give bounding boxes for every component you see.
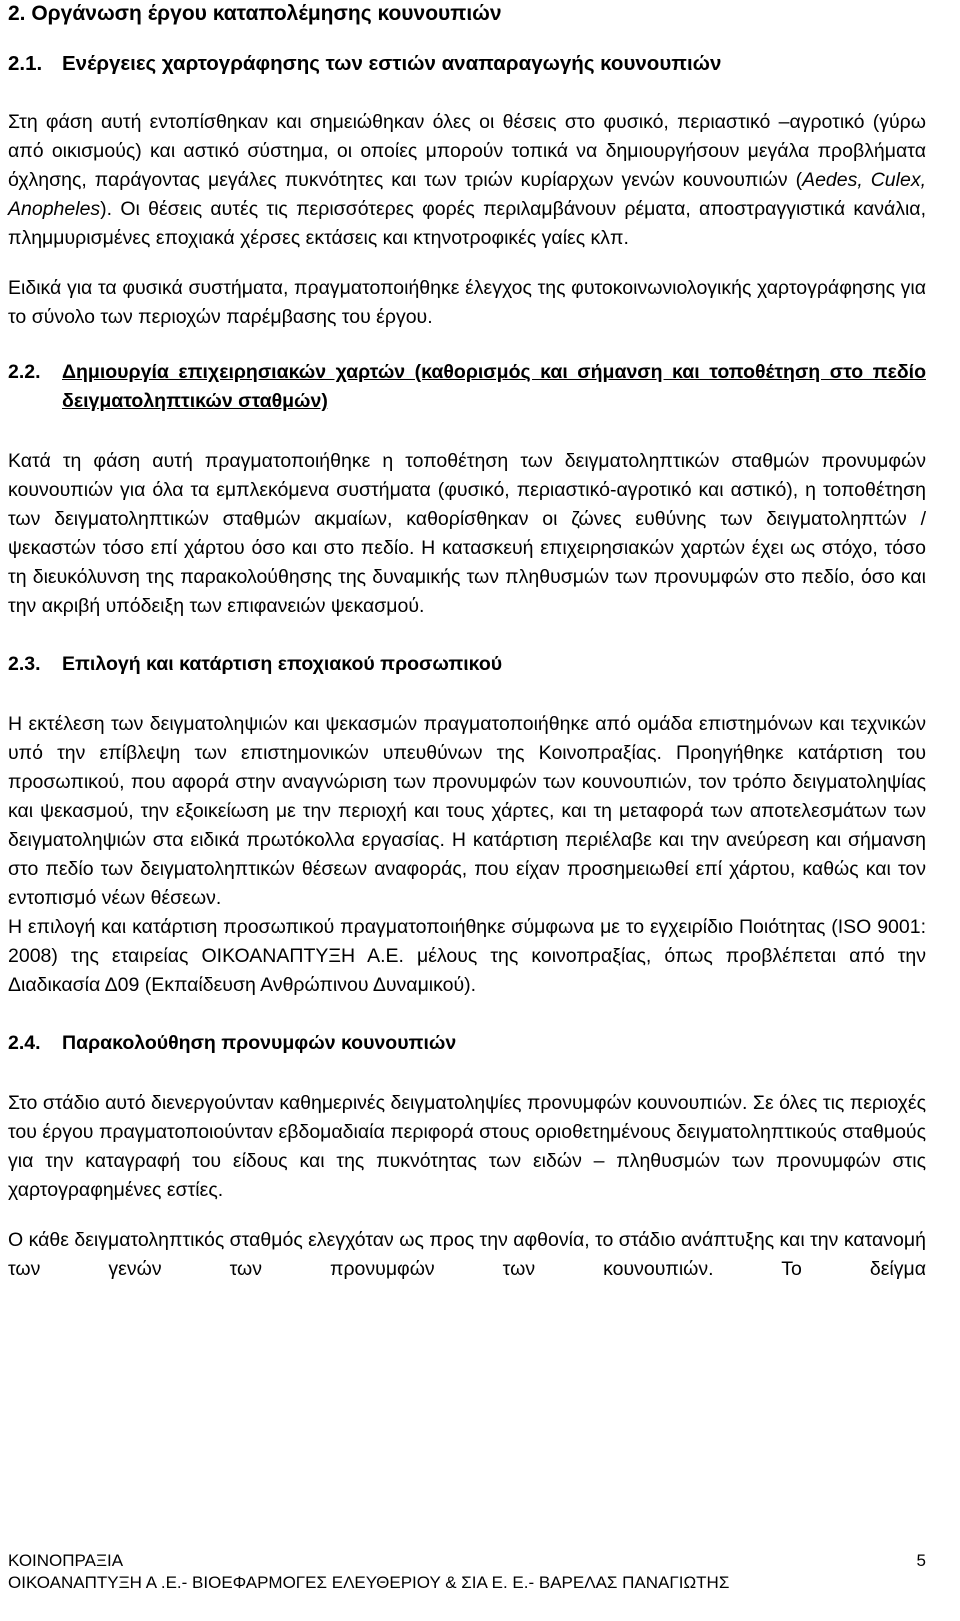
chapter-heading: 2. Οργάνωση έργου καταπολέμησης κουνουπιών <box>8 2 502 25</box>
section-2-1-heading <box>8 50 926 78</box>
section-title: Επιλογή και κατάρτιση εποχιακού προσωπικού <box>62 653 503 675</box>
section-title: Ενέργειες χαρτογράφησης των εστιών αναπαραγωγής κουνουπιών <box>62 52 722 75</box>
section-2-1-paragraph-2: Ειδικά για τα φυσικά συστήματα, πραγματοποιήθηκε έλεγχος της φυτοκοινωνιολογικής χαρτογράφησης για το σύνολο των περιοχών παρέμβασης του έργου. <box>8 277 926 328</box>
section-2-4-paragraph-1: Στο στάδιο αυτό διενεργούνταν καθημερινές δειγματοληψίες προνυμφών κουνουπιών. Σε όλες τις περιοχές του έργου πραγματοποιούνταν εβδομαδιαία περιφορά στους οριοθετημένους δειγματοληπτικούς σταθμούς για την καταγραφή του είδους και της πυκνότητας των ειδών – πληθυσμών των προνυμφών στις χαρτογραφημένες εστίες. <box>8 1092 926 1201</box>
section-title: Παρακολούθηση προνυμφών κουνουπιών <box>62 1032 457 1054</box>
section-2-4-paragraph-2: Ο κάθε δειγματοληπτικός σταθμός ελεγχόταν ως προς την αφθονία, το στάδιο ανάπτυξης και την κατανομή των γενών των προνυμφών των κουνουπιών. Το δείγμα <box>8 1229 926 1280</box>
document-page <box>8 0 926 1284</box>
page-number: 5 <box>916 1551 926 1570</box>
genus-names: Aedes, Culex, Anopheles <box>8 169 927 220</box>
section-number: 2.3. <box>8 653 41 675</box>
section-2-1-paragraph-1 <box>8 108 926 253</box>
section-2-3-paragraph-1: Η εκτέλεση των δειγματοληψιών και ψεκασμών πραγματοποιήθηκε από ομάδα επιστημόνων και τεχνικών υπό την επίβλεψη των επιστημονικών υπευθύνων της Κοινοπραξίας. Προηγήθηκε κατάρτιση του προσωπικού, που αφορά στην αναγνώριση των προνυμφών των κουνουπιών, τον τρόπο δειγματοληψίας και ψεκασμού, την εξοικείωση με την περιοχή και τους χάρτες, και τη μεταφορά των αποτελεσμάτων των δειγματοληψιών στα ειδικά πρωτόκολλα εργασίας. Η κατάρτιση περιέλαβε και την ανεύρεση και σήμανση στο πεδίο των δειγματοληπτικών θέσεων αναφοράς, που είχαν προσημειωθεί επί χάρτου, καθώς και τον εντοπισμό νέων θέσεων. <box>8 713 926 909</box>
section-number: 2.4. <box>8 1032 41 1054</box>
footer-partners: ΟΙΚΟΑΝΑΠΤΥΞΗ Α .Ε.- ΒΙΟΕΦΑΡΜΟΓΕΣ ΕΛΕΥΘΕΡΙΟΥ & ΣΙΑ Ε. Ε.- ΒΑΡΕΛΑΣ ΠΑΝΑΓΙΩΤΗΣ <box>8 1573 730 1592</box>
paragraph-text: ). Οι θέσεις αυτές τις περισσότερες φορές περιλαμβάνουν ρέματα, αποστραγγιστικά κανάλια, πλημμυρισμένες εποχιακά χέρσες εκτάσεις και κτηνοτροφικές γαίες κλπ. <box>8 198 926 249</box>
section-number: 2.1. <box>8 52 43 75</box>
footer-consortium-label: ΚΟΙΝΟΠΡΑΞΙΑ <box>8 1551 124 1570</box>
section-2-4-heading <box>8 1029 926 1058</box>
section-2-2-paragraph: Κατά τη φάση αυτή πραγματοποιήθηκε η τοποθέτηση των δειγματοληπτικών σταθμών προνυμφών κουνουπιών για όλα τα εμπλεκόμενα συστήματα (φυσικό, περιαστικό-αγροτικό και αστικό), η τοποθέτηση των δειγματοληπτικών σταθμών ακμαίων, καθορίσθηκαν οι ζώνες ευθύνης των δειγματοληπτών / ψεκαστών τόσο επί χάρτου όσο και στο πεδίο. Η κατασκευή επιχειρησιακών χαρτών έχει ως στόχο, τόσο τη διευκόλυνση της παρακολούθησης της δυναμικής των πληθυσμών των προνυμφών στο πεδίο, όσο και την ακριβή υπόδειξη των επιφανειών ψεκασμού. <box>8 450 926 617</box>
section-number: 2.2. <box>8 361 41 383</box>
paragraph-text: Στη φάση αυτή εντοπίσθηκαν και σημειώθηκαν όλες οι θέσεις στο φυσικό, περιαστικό –αγροτικό (γύρω από οικισμούς) και αστικό σύστημα, οι οποίες μπορούν τοπικά να δημιουργήσουν μεγάλα προβλήματα όχλησης, παράγοντας μεγάλες πυκνότητες και των τριών κυρίαρχων γενών κουνουπιών ( <box>8 111 926 191</box>
section-2-3-heading <box>8 650 926 679</box>
section-title: Δημιουργία επιχειρησιακών χαρτών (καθορισμός και σήμανση και τοποθέτηση στο πεδίο δειγματοληπτικών σταθμών) <box>62 361 926 412</box>
page-footer <box>8 1550 926 1594</box>
section-2-3-paragraph-2: Η επιλογή και κατάρτιση προσωπικού πραγματοποιήθηκε σύμφωνα με το εγχειρίδιο Ποιότητας (ISO 9001: 2008) της εταιρείας ΟΙΚΟΑΝΑΠΤΥΞΗ Α.Ε. μέλους της κοινοπραξίας, όπως προβλέπεται από την Διαδικασία Δ09 (Εκπαίδευση Ανθρώπινου Δυναμικού). <box>8 916 926 996</box>
section-2-2-heading <box>8 358 926 416</box>
